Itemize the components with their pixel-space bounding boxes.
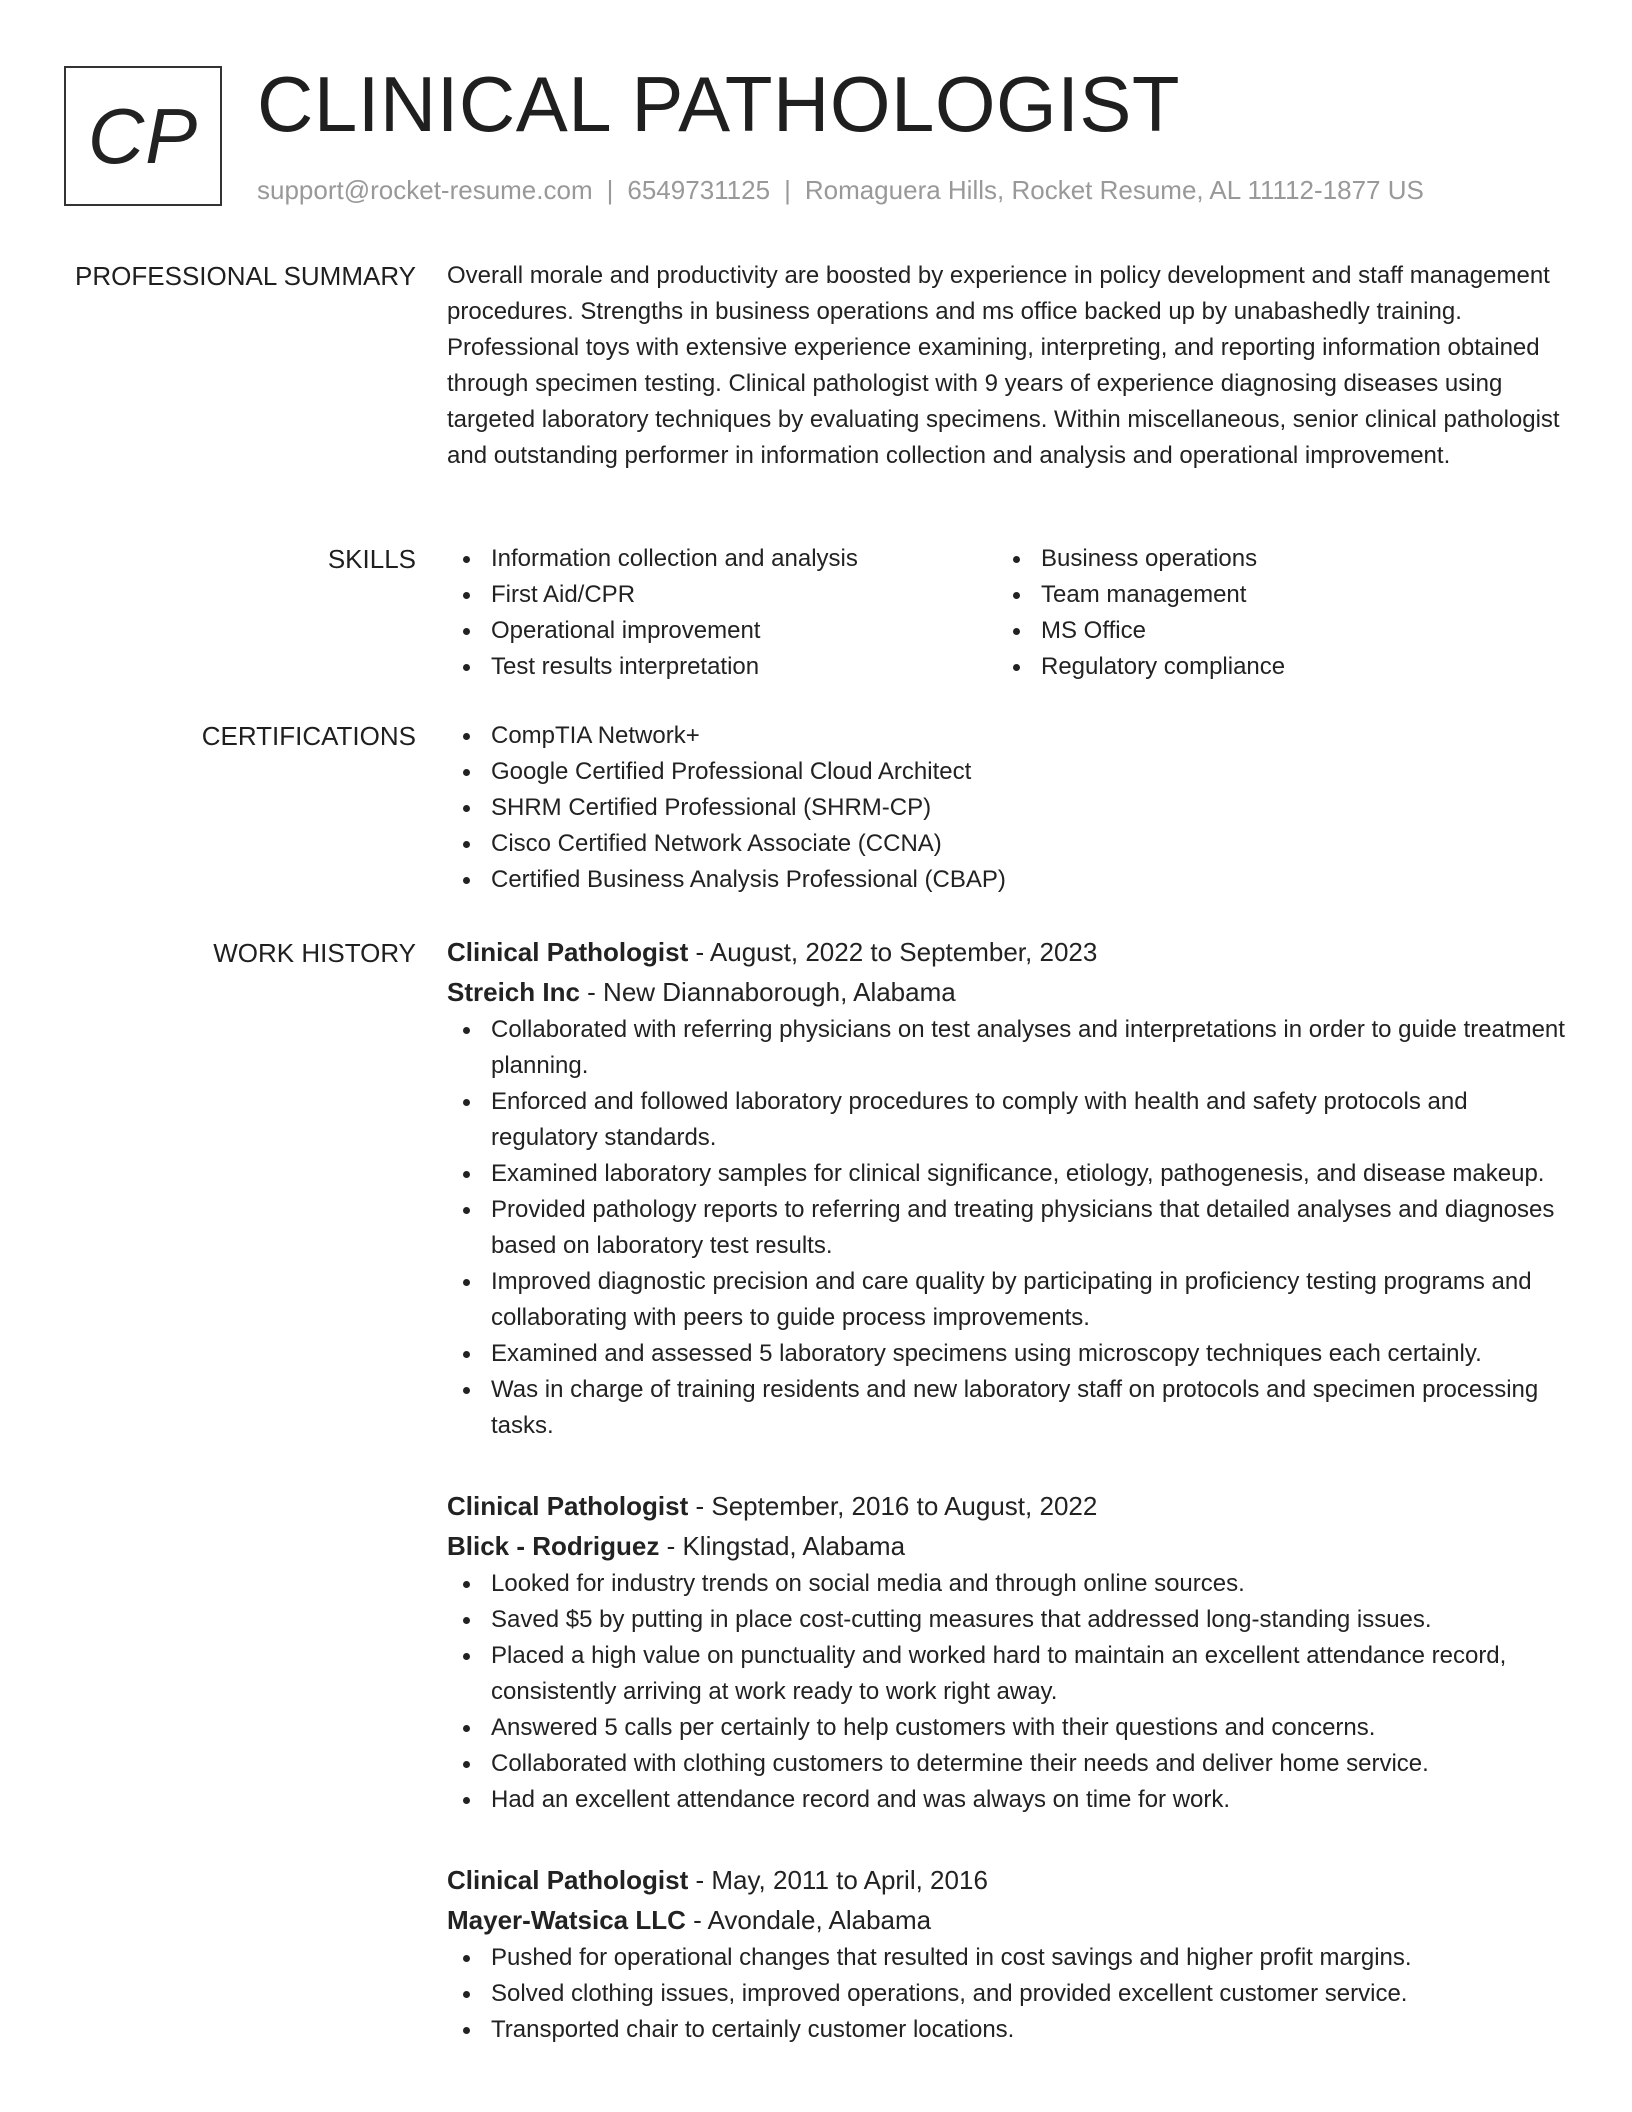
job-duty: Looked for industry trends on social media and through online sources. [447, 1566, 1567, 1602]
job-company-line [447, 1900, 1567, 1940]
certification-item: SHRM Certified Professional (SHRM-CP) [447, 790, 1567, 826]
job-location: - Avondale, Alabama [685, 1905, 932, 1935]
certification-item: Cisco Certified Network Associate (CCNA) [447, 826, 1567, 862]
job-duty: Pushed for operational changes that resulted in cost savings and higher profit margins. [447, 1940, 1567, 1976]
job-title: Clinical Pathologist [447, 1865, 689, 1895]
job-location: - New Diannaborough, Alabama [579, 977, 956, 1007]
job-duty: Enforced and followed laboratory procedures to comply with health and safety protocols and regulatory standards. [447, 1084, 1567, 1156]
job-company: Blick - Rodriguez [447, 1531, 660, 1561]
skill-item: Test results interpretation [447, 649, 997, 685]
contact-address: Romaguera Hills, Rocket Resume, AL 11112-1877 US [804, 175, 1424, 205]
skill-item: First Aid/CPR [447, 577, 997, 613]
job-duty: Provided pathology reports to referring and treating physicians that detailed analyses and diagnoses based on laboratory test results. [447, 1192, 1567, 1264]
job-company-line [447, 1526, 1567, 1566]
contact-separator: | [784, 175, 791, 205]
contact-email[interactable]: support@rocket-resume.com [257, 175, 593, 205]
skills-list-right [997, 541, 1547, 685]
work-history-section [447, 932, 1567, 2090]
job-duty: Collaborated with clothing customers to determine their needs and deliver home service. [447, 1746, 1567, 1782]
job-dates: - May, 2011 to April, 2016 [688, 1865, 988, 1895]
job-duty: Answered 5 calls per certainly to help customers with their questions and concerns. [447, 1710, 1567, 1746]
certifications-heading: CERTIFICATIONS [201, 721, 416, 751]
job-duties [447, 1566, 1567, 1818]
certifications-list [447, 718, 1567, 898]
contact-phone[interactable]: 6549731125 [627, 175, 771, 205]
contact-line [257, 174, 1424, 206]
monogram-initials: CP [87, 91, 199, 180]
job-company: Streich Inc [447, 977, 580, 1007]
job-dates: - September, 2016 to August, 2022 [688, 1491, 1098, 1521]
certification-item: Certified Business Analysis Professional (CBAP) [447, 862, 1567, 898]
work-history-heading: WORK HISTORY [213, 938, 416, 968]
skill-item: MS Office [997, 613, 1547, 649]
certifications-section [447, 718, 1567, 898]
job-duty: Saved $5 by putting in place cost-cutting measures that addressed long-standing issues. [447, 1602, 1567, 1638]
certification-item: CompTIA Network+ [447, 718, 1567, 754]
summary-heading: PROFESSIONAL SUMMARY [75, 261, 416, 291]
job-location: - Klingstad, Alabama [659, 1531, 906, 1561]
job-title-line [447, 932, 1567, 972]
job-entry [447, 1486, 1567, 1818]
job-company: Mayer-Watsica LLC [447, 1905, 686, 1935]
job-title: Clinical Pathologist [447, 937, 689, 967]
job-entry [447, 1860, 1567, 2048]
skill-item: Operational improvement [447, 613, 997, 649]
job-duty: Solved clothing issues, improved operations, and provided excellent customer service. [447, 1976, 1567, 2012]
job-duty: Improved diagnostic precision and care quality by participating in proficiency testing programs and collaborating with peers to guide process improvements. [447, 1264, 1567, 1336]
skill-item: Information collection and analysis [447, 541, 997, 577]
job-duty: Had an excellent attendance record and was always on time for work. [447, 1782, 1567, 1818]
job-duties [447, 1940, 1567, 2048]
skills-section [447, 541, 1567, 685]
job-duties [447, 1012, 1567, 1444]
summary-text: Overall morale and productivity are boosted by experience in policy development and staff management procedures. Strengths in business operations and ms office backed up by unabashedly training. Professional toys with extensive experience examining, interpreting, and reporting information obtained through specimen testing. Clinical pathologist with 9 years of experience diagnosing diseases using targeted laboratory techniques by evaluating specimens. Within miscellaneous, senior clinical pathologist and outstanding performer in information collection and analysis and operational improvement. [447, 262, 1560, 469]
job-duty: Transported chair to certainly customer locations. [447, 2012, 1567, 2048]
job-title-line [447, 1486, 1567, 1526]
job-duty: Was in charge of training residents and new laboratory staff on protocols and specimen processing tasks. [447, 1372, 1567, 1444]
job-dates: - August, 2022 to September, 2023 [688, 937, 1098, 967]
job-title: Clinical Pathologist [447, 1491, 689, 1521]
job-title-line [447, 1860, 1567, 1900]
skills-list-left [447, 541, 997, 685]
job-duty: Examined laboratory samples for clinical significance, etiology, pathogenesis, and disease makeup. [447, 1156, 1567, 1192]
certification-item: Google Certified Professional Cloud Architect [447, 754, 1567, 790]
skill-item: Team management [997, 577, 1547, 613]
job-duty: Examined and assessed 5 laboratory specimens using microscopy techniques each certainly. [447, 1336, 1567, 1372]
skills-heading: SKILLS [327, 544, 416, 574]
monogram-box [64, 66, 222, 206]
job-company-line [447, 972, 1567, 1012]
contact-separator: | [606, 175, 614, 205]
job-entry [447, 932, 1567, 1444]
skill-item: Regulatory compliance [997, 649, 1547, 685]
resume-title: CLINICAL PATHOLOGIST [257, 60, 1181, 148]
summary-section [447, 258, 1567, 474]
job-duty: Collaborated with referring physicians on test analyses and interpretations in order to guide treatment planning. [447, 1012, 1567, 1084]
skill-item: Business operations [997, 541, 1547, 577]
job-duty: Placed a high value on punctuality and worked hard to maintain an excellent attendance record, consistently arriving at work ready to work right away. [447, 1638, 1567, 1710]
